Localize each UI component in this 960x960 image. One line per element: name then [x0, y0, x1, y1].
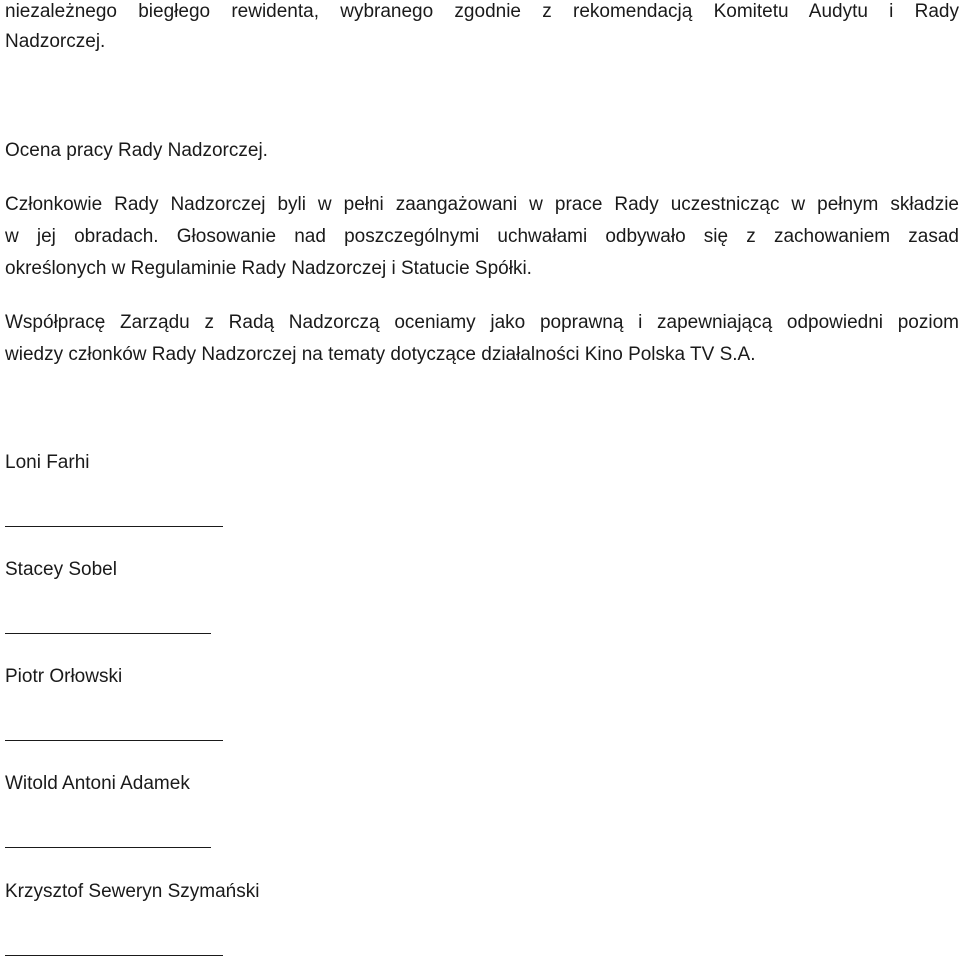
signature-line-3 — [5, 740, 223, 741]
signatory-name-5: Krzysztof Seweryn Szymański — [5, 881, 260, 902]
paragraph-2-line-2: wiedzy członków Rady Nadzorczej na tematy dotyczące działalności Kino Polska TV S.A. — [5, 344, 756, 365]
intro-text-line-1: niezależnego biegłego rewidenta, wybranego zgodnie z rekomendacją Komitetu Audytu i Rady — [5, 1, 959, 22]
signature-line-2 — [5, 633, 211, 634]
signatory-name-3: Piotr Orłowski — [5, 666, 123, 687]
signature-line-4 — [5, 847, 211, 848]
signature-line-1 — [5, 526, 223, 527]
paragraph-1-line-2: w jej obradach. Głosowanie nad poszczególnymi uchwałami odbywało się z zachowaniem zasad — [5, 226, 959, 247]
paragraph-1-line-3: określonych w Regulaminie Rady Nadzorczej i Statucie Spółki. — [5, 258, 532, 279]
signatory-name-1: Loni Farhi — [5, 452, 90, 473]
signature-line-5 — [5, 955, 223, 956]
signatory-name-4: Witold Antoni Adamek — [5, 773, 190, 794]
paragraph-2-line-1: Współpracę Zarządu z Radą Nadzorczą oceniamy jako poprawną i zapewniającą odpowiedni poziom — [5, 312, 959, 333]
paragraph-1-line-1: Członkowie Rady Nadzorczej byli w pełni zaangażowani w prace Rady uczestnicząc w pełnym składzie — [5, 194, 959, 215]
section-heading: Ocena pracy Rady Nadzorczej. — [5, 140, 268, 161]
intro-text-line-2: Nadzorczej. — [5, 31, 106, 52]
signatory-name-2: Stacey Sobel — [5, 559, 117, 580]
